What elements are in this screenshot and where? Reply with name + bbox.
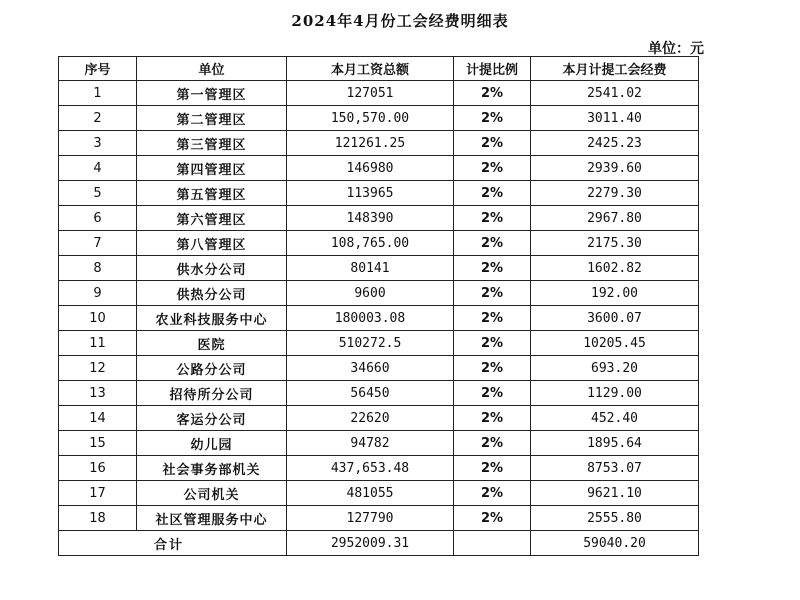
row-seq: 8 bbox=[59, 256, 137, 281]
row-rate: 2% bbox=[454, 281, 531, 306]
row-wage: 146980 bbox=[287, 156, 454, 181]
header-wage: 本月工资总额 bbox=[287, 57, 454, 81]
table-row bbox=[59, 481, 699, 506]
row-seq: 18 bbox=[59, 506, 137, 531]
row-unit: 社会事务部机关 bbox=[137, 456, 287, 481]
table-row bbox=[59, 81, 699, 106]
row-seq: 14 bbox=[59, 406, 137, 431]
row-rate: 2% bbox=[454, 431, 531, 456]
row-rate: 2% bbox=[454, 131, 531, 156]
header-unit: 单位 bbox=[137, 57, 287, 81]
total-fee: 59040.20 bbox=[531, 531, 699, 556]
row-fee: 2279.30 bbox=[531, 181, 699, 206]
row-rate: 2% bbox=[454, 481, 531, 506]
row-seq: 4 bbox=[59, 156, 137, 181]
row-seq: 12 bbox=[59, 356, 137, 381]
document-title: 2024年4月份工会经费明细表 bbox=[291, 12, 509, 30]
row-seq: 7 bbox=[59, 231, 137, 256]
row-wage: 127051 bbox=[287, 81, 454, 106]
row-fee: 2967.80 bbox=[531, 206, 699, 231]
table-row bbox=[59, 381, 699, 406]
row-seq: 5 bbox=[59, 181, 137, 206]
total-wage: 2952009.31 bbox=[287, 531, 454, 556]
row-wage: 113965 bbox=[287, 181, 454, 206]
row-rate: 2% bbox=[454, 456, 531, 481]
row-seq: 6 bbox=[59, 206, 137, 231]
row-unit: 第五管理区 bbox=[137, 181, 287, 206]
table-body bbox=[59, 81, 699, 531]
row-wage: 108,765.00 bbox=[287, 231, 454, 256]
total-rate bbox=[454, 531, 531, 556]
row-fee: 9621.10 bbox=[531, 481, 699, 506]
row-wage: 9600 bbox=[287, 281, 454, 306]
row-wage: 481055 bbox=[287, 481, 454, 506]
row-seq: 17 bbox=[59, 481, 137, 506]
row-rate: 2% bbox=[454, 331, 531, 356]
table-row bbox=[59, 506, 699, 531]
row-wage: 34660 bbox=[287, 356, 454, 381]
row-seq: 16 bbox=[59, 456, 137, 481]
row-seq: 10 bbox=[59, 306, 137, 331]
row-fee: 3011.40 bbox=[531, 106, 699, 131]
row-fee: 8753.07 bbox=[531, 456, 699, 481]
row-seq: 3 bbox=[59, 131, 137, 156]
table-row bbox=[59, 331, 699, 356]
row-unit: 公路分公司 bbox=[137, 356, 287, 381]
table-row bbox=[59, 356, 699, 381]
row-fee: 2939.60 bbox=[531, 156, 699, 181]
header-seq: 序号 bbox=[59, 57, 137, 81]
row-unit: 幼儿园 bbox=[137, 431, 287, 456]
row-unit: 第八管理区 bbox=[137, 231, 287, 256]
row-seq: 15 bbox=[59, 431, 137, 456]
table-row bbox=[59, 206, 699, 231]
row-wage: 510272.5 bbox=[287, 331, 454, 356]
total-row bbox=[59, 531, 699, 556]
row-rate: 2% bbox=[454, 231, 531, 256]
table-row bbox=[59, 456, 699, 481]
row-wage: 148390 bbox=[287, 206, 454, 231]
unit-label: 单位：元 bbox=[648, 41, 704, 57]
table-row bbox=[59, 406, 699, 431]
row-unit: 农业科技服务中心 bbox=[137, 306, 287, 331]
row-unit: 第一管理区 bbox=[137, 81, 287, 106]
row-unit: 供热分公司 bbox=[137, 281, 287, 306]
row-seq: 1 bbox=[59, 81, 137, 106]
row-unit: 招待所分公司 bbox=[137, 381, 287, 406]
row-unit: 第六管理区 bbox=[137, 206, 287, 231]
row-fee: 2175.30 bbox=[531, 231, 699, 256]
fee-detail-table bbox=[58, 56, 699, 556]
table-row bbox=[59, 256, 699, 281]
row-wage: 180003.08 bbox=[287, 306, 454, 331]
row-unit: 客运分公司 bbox=[137, 406, 287, 431]
row-unit: 第二管理区 bbox=[137, 106, 287, 131]
row-fee: 10205.45 bbox=[531, 331, 699, 356]
row-rate: 2% bbox=[454, 356, 531, 381]
row-wage: 127790 bbox=[287, 506, 454, 531]
row-wage: 437,653.48 bbox=[287, 456, 454, 481]
row-fee: 2425.23 bbox=[531, 131, 699, 156]
row-wage: 22620 bbox=[287, 406, 454, 431]
row-fee: 693.20 bbox=[531, 356, 699, 381]
row-seq: 13 bbox=[59, 381, 137, 406]
row-rate: 2% bbox=[454, 306, 531, 331]
row-rate: 2% bbox=[454, 156, 531, 181]
row-fee: 1895.64 bbox=[531, 431, 699, 456]
row-rate: 2% bbox=[454, 406, 531, 431]
total-label: 合计 bbox=[59, 531, 287, 556]
row-fee: 192.00 bbox=[531, 281, 699, 306]
row-wage: 94782 bbox=[287, 431, 454, 456]
row-rate: 2% bbox=[454, 381, 531, 406]
row-wage: 56450 bbox=[287, 381, 454, 406]
header-fee: 本月计提工会经费 bbox=[531, 57, 699, 81]
row-unit: 医院 bbox=[137, 331, 287, 356]
table-row bbox=[59, 131, 699, 156]
row-rate: 2% bbox=[454, 181, 531, 206]
table-row bbox=[59, 181, 699, 206]
row-rate: 2% bbox=[454, 506, 531, 531]
row-unit: 公司机关 bbox=[137, 481, 287, 506]
row-wage: 121261.25 bbox=[287, 131, 454, 156]
row-fee: 452.40 bbox=[531, 406, 699, 431]
row-rate: 2% bbox=[454, 81, 531, 106]
row-rate: 2% bbox=[454, 256, 531, 281]
table-row bbox=[59, 231, 699, 256]
row-wage: 150,570.00 bbox=[287, 106, 454, 131]
row-fee: 1129.00 bbox=[531, 381, 699, 406]
table-row bbox=[59, 281, 699, 306]
table-row bbox=[59, 106, 699, 131]
header-rate: 计提比例 bbox=[454, 57, 531, 81]
row-unit: 第四管理区 bbox=[137, 156, 287, 181]
row-wage: 80141 bbox=[287, 256, 454, 281]
table-header-row bbox=[59, 57, 699, 81]
row-seq: 9 bbox=[59, 281, 137, 306]
row-fee: 3600.07 bbox=[531, 306, 699, 331]
table-row bbox=[59, 431, 699, 456]
table-row bbox=[59, 156, 699, 181]
row-fee: 2555.80 bbox=[531, 506, 699, 531]
row-rate: 2% bbox=[454, 206, 531, 231]
row-rate: 2% bbox=[454, 106, 531, 131]
row-fee: 1602.82 bbox=[531, 256, 699, 281]
row-unit: 第三管理区 bbox=[137, 131, 287, 156]
row-seq: 2 bbox=[59, 106, 137, 131]
row-fee: 2541.02 bbox=[531, 81, 699, 106]
row-unit: 供水分公司 bbox=[137, 256, 287, 281]
row-unit: 社区管理服务中心 bbox=[137, 506, 287, 531]
row-seq: 11 bbox=[59, 331, 137, 356]
table-row bbox=[59, 306, 699, 331]
